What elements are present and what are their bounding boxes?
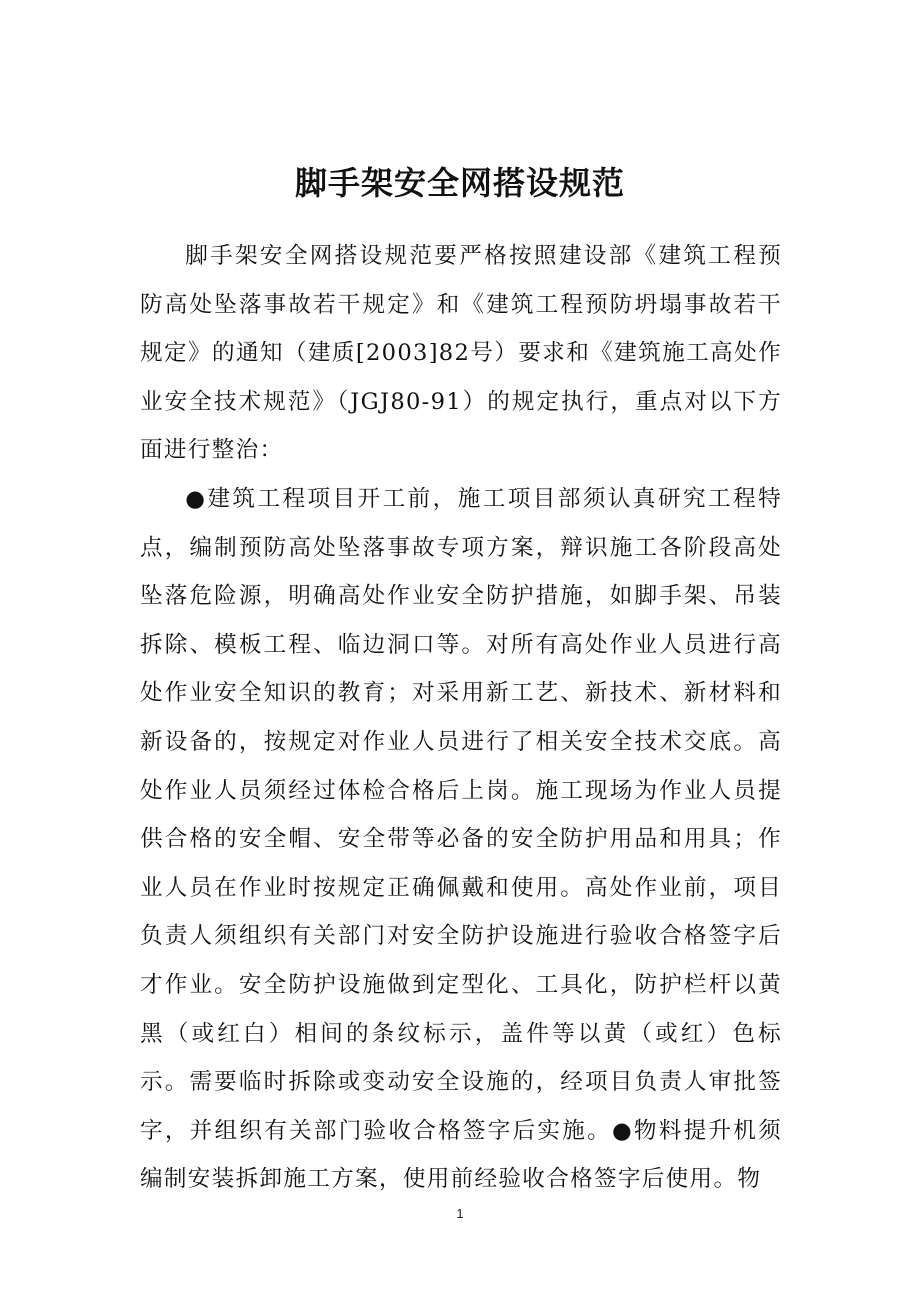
paragraph-intro: 脚手架安全网搭设规范要严格按照建设部《建筑工程预防高处坠落事故若干规定》和《建筑工程预防坍塌事故若干规定》的通知（建质[2003]82号）要求和《建筑施工高处作业安全技术规范》（JGJ80-91）的规定执行，重点对以下方面进行整治： [140,243,782,464]
page-number: 1 [456,1206,464,1221]
document-body [140,232,782,1204]
paragraph-measures: ●建筑工程项目开工前，施工项目部须认真研究工程特点，编制预防高处坠落事故专项方案，辩识施工各阶段高处坠落危险源，明确高处作业安全防护措施，如脚手架、吊装拆除、模板工程、临边洞口等。对所有高处作业人员进行高处作业安全知识的教育；对采用新工艺、新技术、新材料和新设备的，按规定对作业人员进行了相关安全技术交底。高处作业人员须经过体检合格后上岗。施工现场为作业人员提供合格的安全帽、安全带等必备的安全防护用品和用具；作业人员在作业时按规定正确佩戴和使用。高处作业前，项目负责人须组织有关部门对安全防护设施进行验收合格签字后才作业。安全防护设施做到定型化、工具化，防护栏杆以黄黑（或红白）相间的条纹标示，盖件等以黄（或红）色标示。需要临时拆除或变动安全设施的，经项目负责人审批签字，并组织有关部门验收合格签字后实施。●物料提升机须编制安装拆卸施工方案，使用前经验收合格签字后使用。物 [140,485,782,1193]
document-title: 脚手架安全网搭设规范 [294,164,625,202]
